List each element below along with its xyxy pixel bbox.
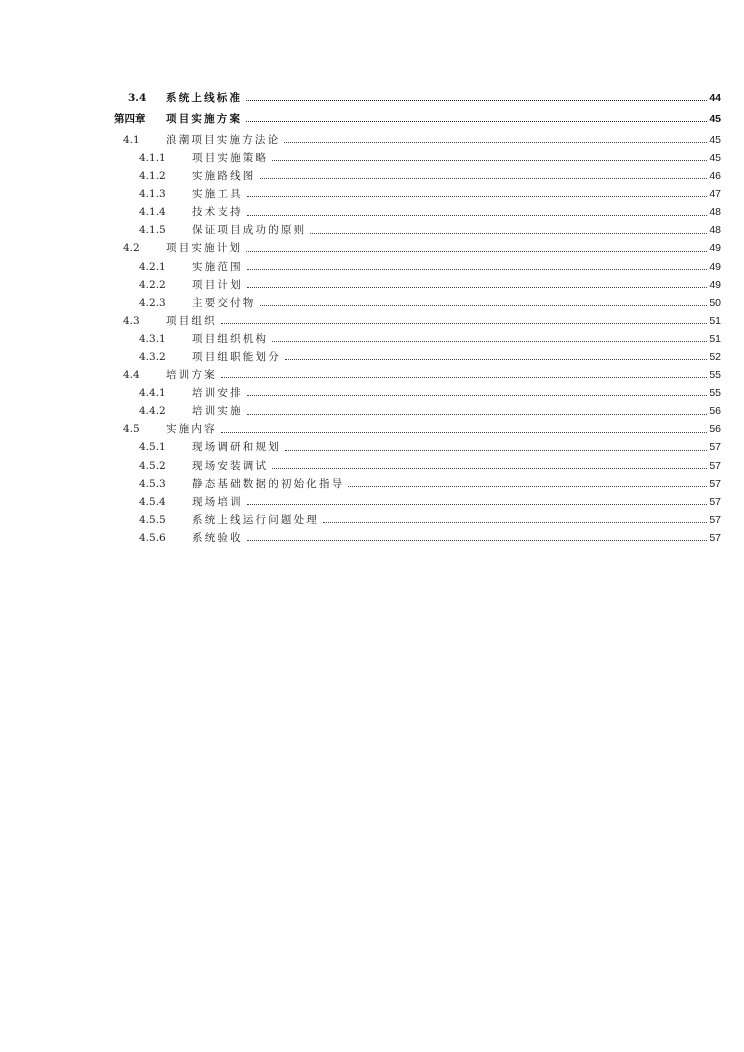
toc-entry[interactable] xyxy=(0,294,744,312)
toc-entry-page-number: 51 xyxy=(709,314,721,327)
toc-entry[interactable] xyxy=(0,330,744,348)
toc-entry-title: 技术支持 xyxy=(192,206,243,219)
toc-entry-title: 系统验收 xyxy=(192,531,243,544)
toc-dot-leader xyxy=(247,269,708,270)
toc-entry-title: 项目实施计划 xyxy=(166,242,243,255)
toc-entry-title: 培训实施 xyxy=(192,405,243,418)
toc-entry-title: 实施范围 xyxy=(192,260,243,273)
toc-dot-leader xyxy=(272,468,707,469)
toc-entry-number: 4.5.6 xyxy=(139,531,166,544)
toc-entry-title: 系统上线运行问题处理 xyxy=(192,513,319,526)
toc-entry-number: 4.5 xyxy=(123,423,140,436)
toc-entry-page-number: 47 xyxy=(709,188,721,201)
toc-entry-page-number: 49 xyxy=(709,242,721,255)
toc-entry[interactable] xyxy=(0,222,744,240)
toc-dot-leader xyxy=(348,486,707,487)
toc-entry-number: 4.5.1 xyxy=(139,441,166,454)
toc-entry-number: 4.1.3 xyxy=(139,188,166,201)
toc-dot-leader xyxy=(323,522,707,523)
toc-dot-leader xyxy=(260,178,708,179)
toc-dot-leader xyxy=(272,160,707,161)
toc-entry-title: 项目实施策略 xyxy=(192,151,269,164)
toc-entry-title: 培训方案 xyxy=(166,369,217,382)
toc-entry-page-number: 45 xyxy=(709,151,721,164)
toc-dot-leader xyxy=(247,287,708,288)
toc-entry-page-number: 56 xyxy=(709,405,721,418)
toc-entry-number: 4.2 xyxy=(123,242,140,255)
toc-entry-number: 4.5.3 xyxy=(139,477,166,490)
toc-entry-number: 4.5.2 xyxy=(139,459,166,472)
toc-entry-title: 系统上线标准 xyxy=(166,91,243,104)
toc-entry-number: 第四章 xyxy=(114,112,146,125)
toc-entry-title: 项目计划 xyxy=(192,278,243,291)
toc-entry-page-number: 57 xyxy=(709,477,721,490)
toc-entry-page-number: 50 xyxy=(709,296,721,309)
toc-dot-leader xyxy=(284,142,707,143)
toc-entry-page-number: 57 xyxy=(709,495,721,508)
toc-dot-leader xyxy=(247,540,708,541)
toc-entry-title: 项目组织 xyxy=(166,314,217,327)
toc-entry-page-number: 52 xyxy=(709,351,721,364)
toc-entry-title: 静态基础数据的初始化指导 xyxy=(192,477,345,490)
toc-entry-title: 浪潮项目实施方法论 xyxy=(166,133,281,146)
toc-entry-number: 4.3.2 xyxy=(139,351,166,364)
toc-entry-page-number: 48 xyxy=(709,206,721,219)
toc-entry-page-number: 51 xyxy=(709,332,721,345)
toc-entry-number: 4.4 xyxy=(123,369,140,382)
toc-entry-page-number: 57 xyxy=(709,459,721,472)
toc-entry[interactable] xyxy=(0,149,744,167)
toc-dot-leader xyxy=(310,233,707,234)
toc-entry[interactable] xyxy=(0,511,744,529)
toc-dot-leader xyxy=(247,395,708,396)
toc-entry-page-number: 46 xyxy=(709,170,721,183)
toc-entry[interactable] xyxy=(0,131,744,149)
toc-dot-leader xyxy=(246,100,707,101)
toc-entry-number: 4.1.2 xyxy=(139,170,166,183)
toc-entry-title: 实施内容 xyxy=(166,423,217,436)
toc-entry[interactable] xyxy=(0,384,744,402)
toc-entry[interactable] xyxy=(0,167,744,185)
toc-entry-number: 3.4 xyxy=(128,91,147,104)
toc-entry-title: 项目组职能划分 xyxy=(192,351,281,364)
toc-dot-leader xyxy=(247,414,708,415)
toc-dot-leader xyxy=(221,377,708,378)
toc-dot-leader xyxy=(260,305,708,306)
toc-entry-number: 4.1 xyxy=(123,133,140,146)
toc-dot-leader xyxy=(247,215,708,216)
toc-entry-number: 4.4.1 xyxy=(139,387,166,400)
toc-entry-title: 实施工具 xyxy=(192,188,243,201)
toc-entry-title: 项目实施方案 xyxy=(166,112,243,125)
toc-entry-page-number: 49 xyxy=(709,260,721,273)
toc-entry-page-number: 45 xyxy=(709,112,721,125)
toc-entry-number: 4.3.1 xyxy=(139,332,166,345)
toc-entry[interactable] xyxy=(0,457,744,475)
toc-entry-title: 培训安排 xyxy=(192,387,243,400)
toc-entry-page-number: 48 xyxy=(709,224,721,237)
toc-entry-title: 现场调研和规划 xyxy=(192,441,281,454)
toc-entry-number: 4.1.4 xyxy=(139,206,166,219)
toc-entry-page-number: 56 xyxy=(709,423,721,436)
toc-entry-title: 项目组织机构 xyxy=(192,332,269,345)
toc-entry-page-number: 55 xyxy=(709,369,721,382)
toc-entry[interactable] xyxy=(0,421,744,439)
toc-entry-page-number: 49 xyxy=(709,278,721,291)
toc-dot-leader xyxy=(246,121,707,122)
toc-dot-leader xyxy=(285,450,707,451)
toc-entry[interactable] xyxy=(0,258,744,276)
toc-entry[interactable] xyxy=(0,529,744,547)
toc-entry[interactable] xyxy=(0,439,744,457)
toc-dot-leader xyxy=(247,504,708,505)
toc-entry[interactable] xyxy=(0,312,744,330)
toc-dot-leader xyxy=(246,251,707,252)
toc-entry-page-number: 57 xyxy=(709,531,721,544)
toc-entry-number: 4.2.2 xyxy=(139,278,166,291)
toc-dot-leader xyxy=(285,359,707,360)
toc-entry-number: 4.5.4 xyxy=(139,495,166,508)
toc-entry-title: 现场培训 xyxy=(192,495,243,508)
toc-entry[interactable] xyxy=(0,89,744,107)
toc-entry[interactable] xyxy=(0,493,744,511)
toc-entry-page-number: 44 xyxy=(709,91,721,104)
toc-entry-number: 4.1.1 xyxy=(139,151,166,164)
toc-entry[interactable] xyxy=(0,403,744,421)
toc-entry-page-number: 55 xyxy=(709,387,721,400)
toc-entry-page-number: 57 xyxy=(709,441,721,454)
toc-entry-number: 4.2.1 xyxy=(139,260,166,273)
toc-entry[interactable] xyxy=(0,240,744,258)
toc-entry[interactable] xyxy=(0,107,744,131)
toc-entry-title: 现场安装调试 xyxy=(192,459,269,472)
toc-entry-title: 主要交付物 xyxy=(192,296,256,309)
toc-entry-page-number: 57 xyxy=(709,513,721,526)
toc-entry[interactable] xyxy=(0,348,744,366)
toc-entry-title: 保证项目成功的原则 xyxy=(192,224,307,237)
toc-entry[interactable] xyxy=(0,475,744,493)
toc-entry-page-number: 45 xyxy=(709,133,721,146)
toc-entry[interactable] xyxy=(0,276,744,294)
toc-dot-leader xyxy=(221,432,708,433)
toc-dot-leader xyxy=(272,341,707,342)
table-of-contents xyxy=(0,89,744,547)
toc-entry-number: 4.1.5 xyxy=(139,224,166,237)
toc-entry[interactable] xyxy=(0,185,744,203)
toc-entry[interactable] xyxy=(0,366,744,384)
toc-entry-number: 4.3 xyxy=(123,314,140,327)
toc-entry-number: 4.5.5 xyxy=(139,513,166,526)
toc-entry[interactable] xyxy=(0,203,744,221)
toc-dot-leader xyxy=(247,196,708,197)
toc-entry-number: 4.2.3 xyxy=(139,296,166,309)
toc-entry-title: 实施路线图 xyxy=(192,170,256,183)
toc-entry-number: 4.4.2 xyxy=(139,405,166,418)
toc-dot-leader xyxy=(221,323,708,324)
